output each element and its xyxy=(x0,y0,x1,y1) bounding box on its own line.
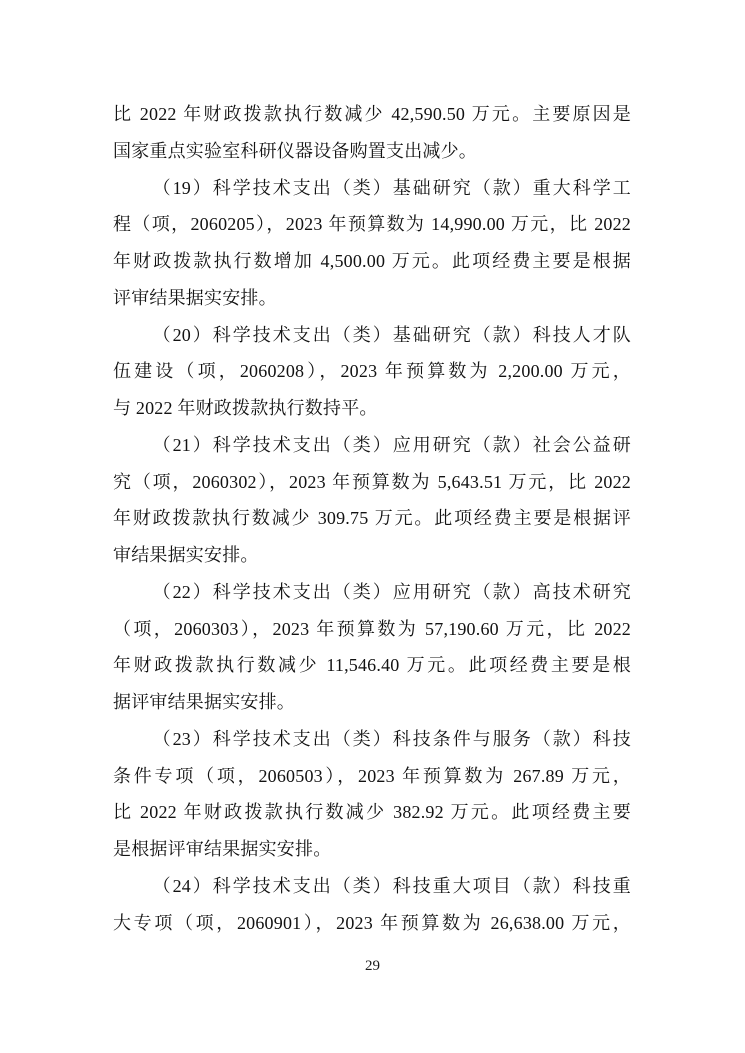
paragraph-item-22 xyxy=(113,574,631,721)
text-line: 年财政拨款执行数增加 4,500.00 万元。此项经费主要是根据 xyxy=(113,251,631,271)
paragraph-item-21 xyxy=(113,427,631,574)
text-line: 年财政拨款执行数减少 11,546.40 万元。此项经费主要是根 xyxy=(113,655,631,676)
text-line: （项，2060303），2023 年预算数为 57,190.60 万元，比 2022 xyxy=(113,618,631,639)
paragraph-item-24 xyxy=(113,868,631,942)
text-line: （22）科学技术支出（类）应用研究（款）高技术研究 xyxy=(152,581,631,602)
text-line: 条件专项（项，2060503），2023 年预算数为 267.89 万元， xyxy=(113,765,631,786)
paragraph-item-20 xyxy=(113,317,631,427)
paragraph-item-23 xyxy=(113,721,631,868)
text-line: 评审结果据实安排。 xyxy=(113,287,277,308)
text-line: 伍建设（项，2060208），2023 年预算数为 2,200.00 万元， xyxy=(113,361,631,382)
text-line: 据评审结果据实安排。 xyxy=(113,692,295,712)
text-line: 大专项（项，2060901），2023 年预算数为 26,638.00 万元， xyxy=(113,912,631,933)
paragraph-item-19 xyxy=(113,170,631,317)
page-number: 29 xyxy=(365,958,380,974)
text-line: 程（项，2060205），2023 年预算数为 14,990.00 万元，比 2022 xyxy=(113,214,631,235)
text-line: 比 2022 年财政拨款执行数减少 382.92 万元。此项经费主要 xyxy=(113,802,631,823)
body-text xyxy=(113,96,631,941)
text-line: （21）科学技术支出（类）应用研究（款）社会公益研 xyxy=(152,434,631,455)
paragraph-carryover xyxy=(113,96,631,170)
text-line: （19）科学技术支出（类）基础研究（款）重大科学工 xyxy=(152,177,631,198)
text-line: 与 2022 年财政拨款执行数持平。 xyxy=(113,398,378,418)
text-line: （20）科学技术支出（类）基础研究（款）科技人才队 xyxy=(152,324,631,345)
text-line: 是根据评审结果据实安排。 xyxy=(113,839,332,859)
text-line: 比 2022 年财政拨款执行数减少 42,590.50 万元。主要原因是 xyxy=(113,104,631,124)
text-line: （24）科学技术支出（类）科技重大项目（款）科技重 xyxy=(152,875,631,896)
text-line: 究（项，2060302），2023 年预算数为 5,643.51 万元，比 2022 xyxy=(113,471,631,492)
text-line: 国家重点实验室科研仪器设备购置支出减少。 xyxy=(113,140,477,161)
text-line: （23）科学技术支出（类）科技条件与服务（款）科技 xyxy=(152,728,631,749)
text-line: 年财政拨款执行数减少 309.75 万元。此项经费主要是根据评 xyxy=(113,508,631,529)
text-line: 审结果据实安排。 xyxy=(113,545,259,565)
